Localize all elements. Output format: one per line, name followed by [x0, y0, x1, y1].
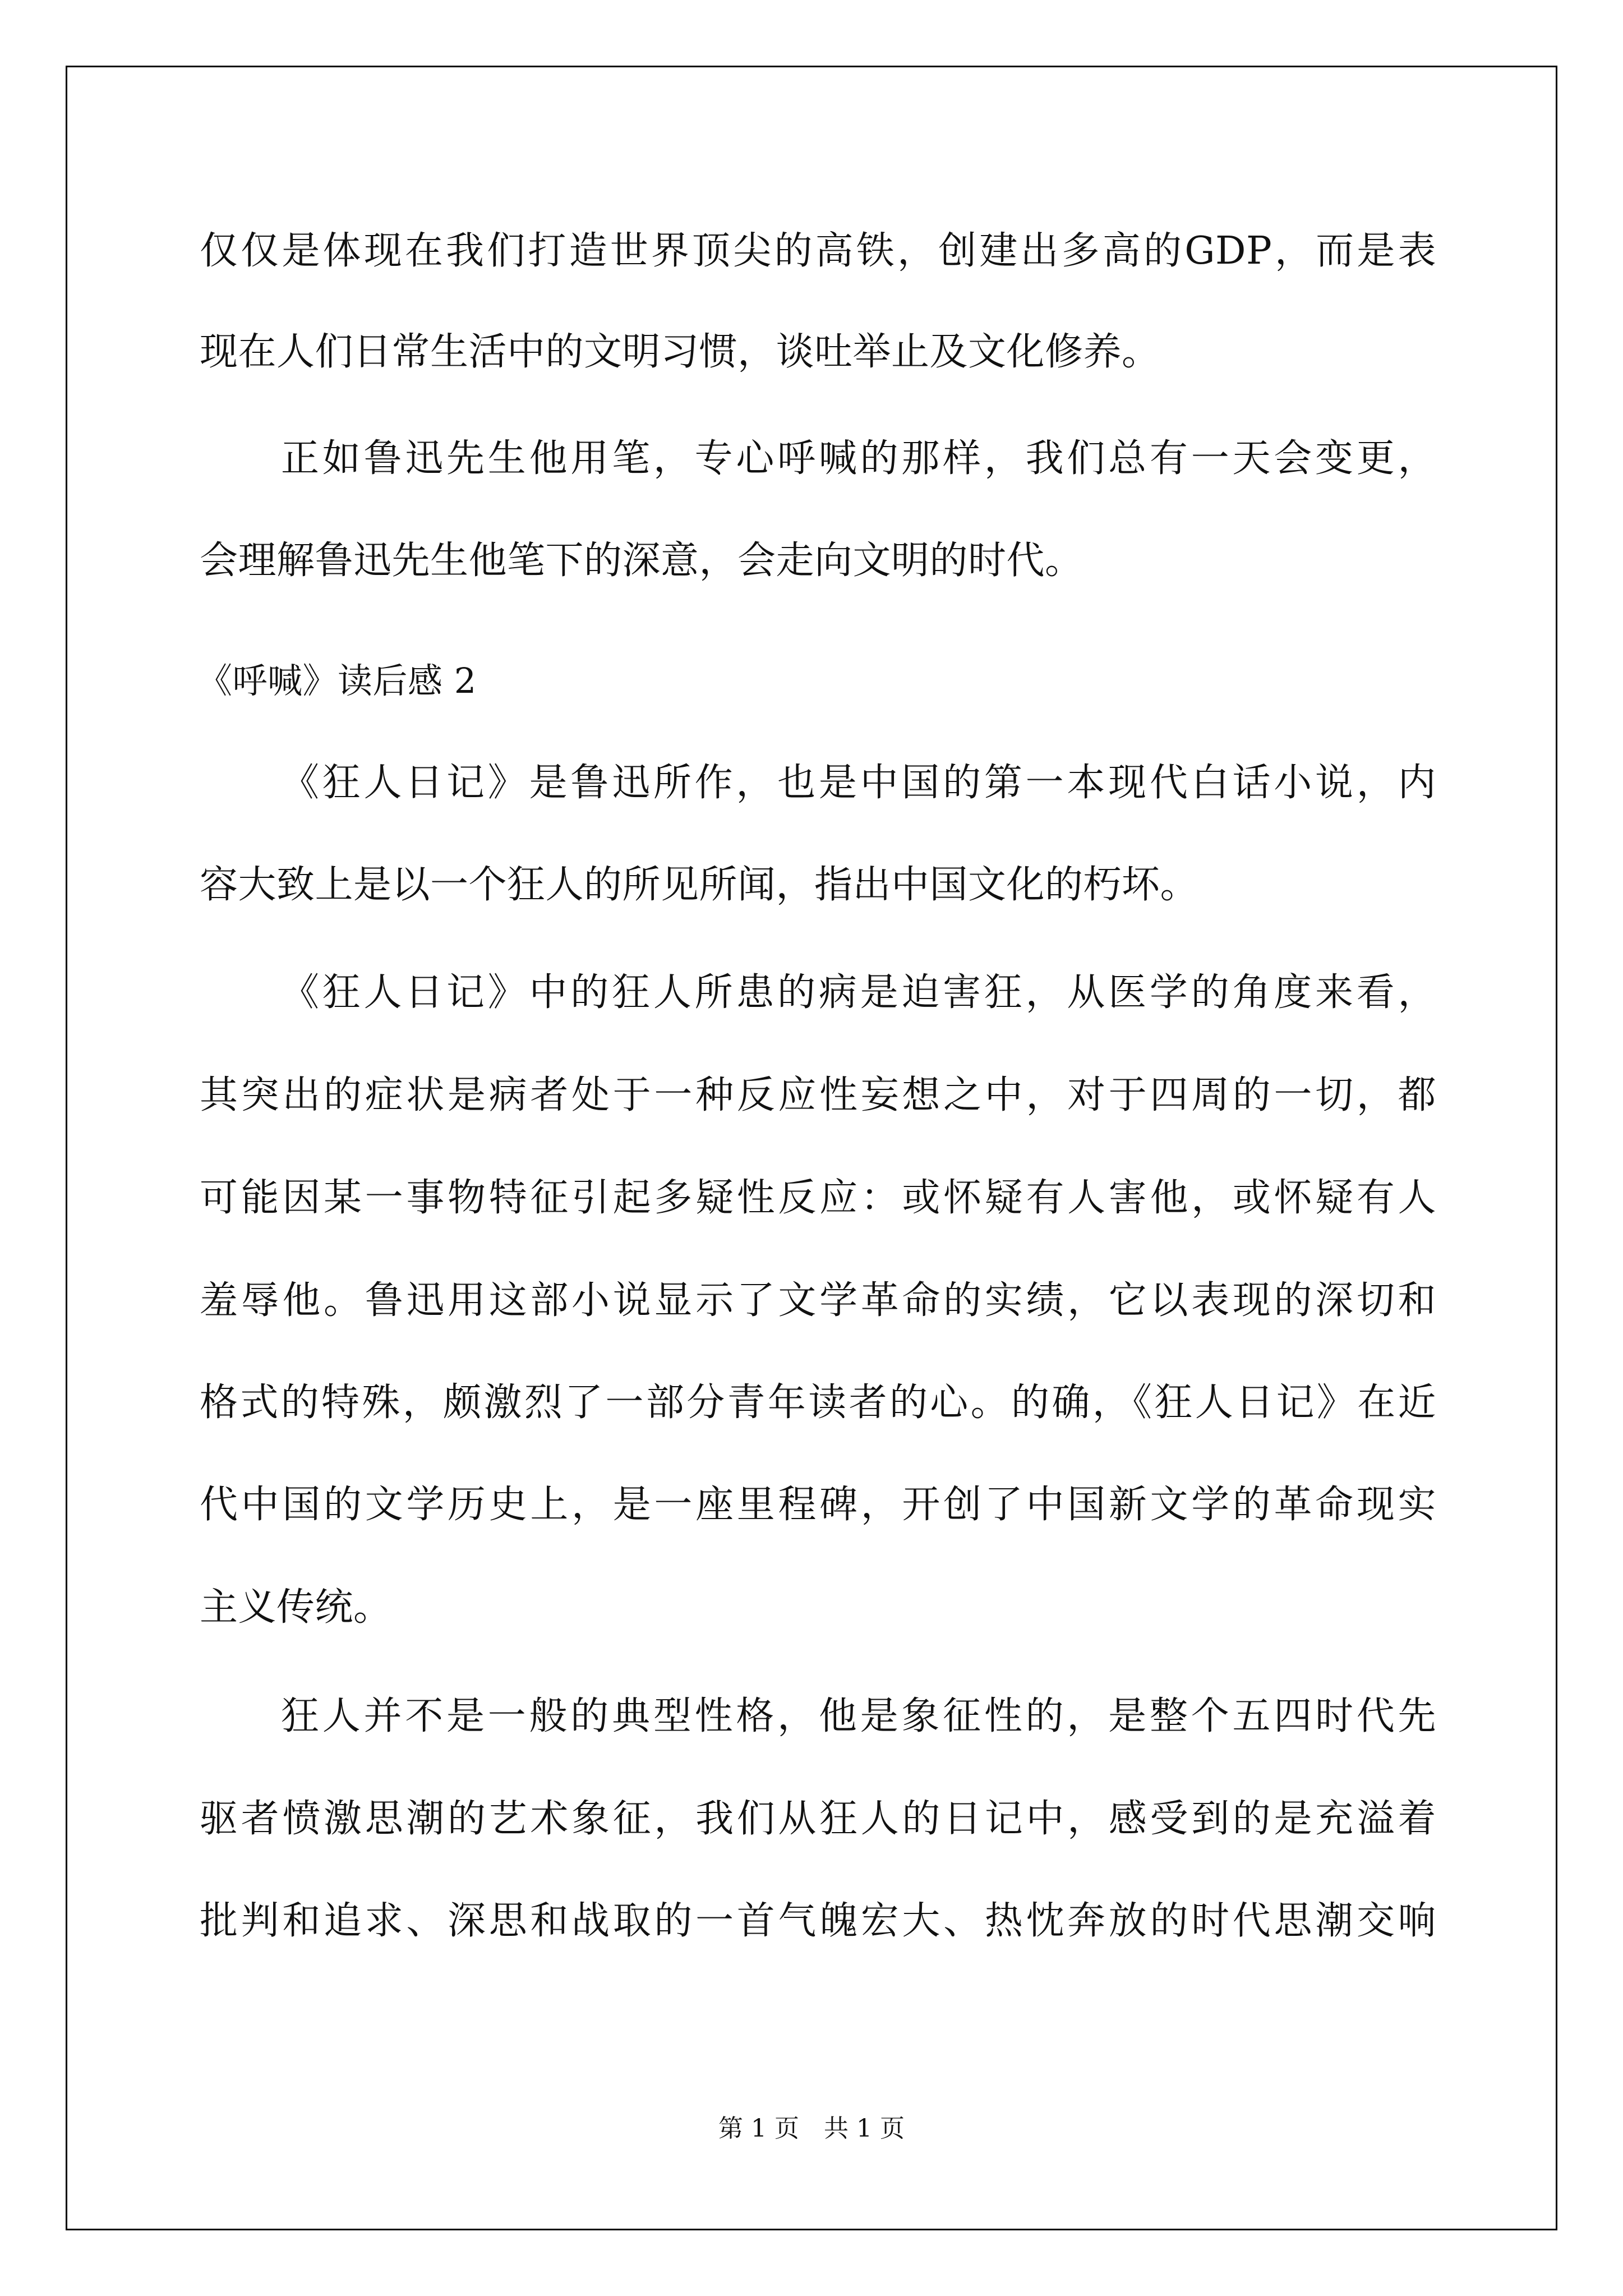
text-line: 会理解鲁迅先生他笔下的深意，会走向文明的时代。	[200, 539, 1083, 583]
text-line: 驱者愤激思潮的艺术象征，我们从狂人的日记中，感受到的是充溢着	[200, 1797, 1436, 1841]
text-line: 《狂人日记》是鲁迅所作，也是中国的第一本现代白话小说，内	[281, 761, 1436, 805]
text-line: 批判和追求、深思和战取的一首气魄宏大、热忱奔放的时代思潮交响	[200, 1899, 1436, 1943]
text-line: 现在人们日常生活中的文明习惯，谈吐举止及文化修养。	[200, 330, 1160, 374]
text-line: 仅仅是体现在我们打造世界顶尖的高铁，创建出多高的GDP，而是表	[200, 229, 1436, 273]
text-line: 正如鲁迅先生他用笔，专心呼喊的那样，我们总有一天会变更，	[281, 436, 1436, 481]
text-line: 代中国的文学历史上，是一座里程碑，开创了中国新文学的革命现实	[200, 1483, 1436, 1527]
text-line: 狂人并不是一般的典型性格，他是象征性的，是整个五四时代先	[281, 1694, 1436, 1738]
page-number-footer: 第 1 页 共 1 页	[718, 2114, 905, 2143]
text-line: 其突出的症状是病者处于一种反应性妄想之中，对于四周的一切，都	[200, 1073, 1436, 1117]
text-line: 容大致上是以一个狂人的所见所闻，指出中国文化的朽坏。	[200, 863, 1199, 907]
section-heading: 《呼喊》读后感 2	[197, 660, 477, 701]
text-line: 格式的特殊，颇激烈了一部分青年读者的心。的确，《狂人日记》在近	[200, 1381, 1436, 1425]
text-line: 羞辱他。鲁迅用这部小说显示了文学革命的实绩，它以表现的深切和	[200, 1278, 1436, 1323]
text-line: 可能因某一事物特征引起多疑性反应：或怀疑有人害他，或怀疑有人	[200, 1176, 1436, 1220]
text-line: 主义传统。	[200, 1585, 392, 1630]
text-line: 《狂人日记》中的狂人所患的病是迫害狂，从医学的角度来看，	[281, 970, 1436, 1015]
